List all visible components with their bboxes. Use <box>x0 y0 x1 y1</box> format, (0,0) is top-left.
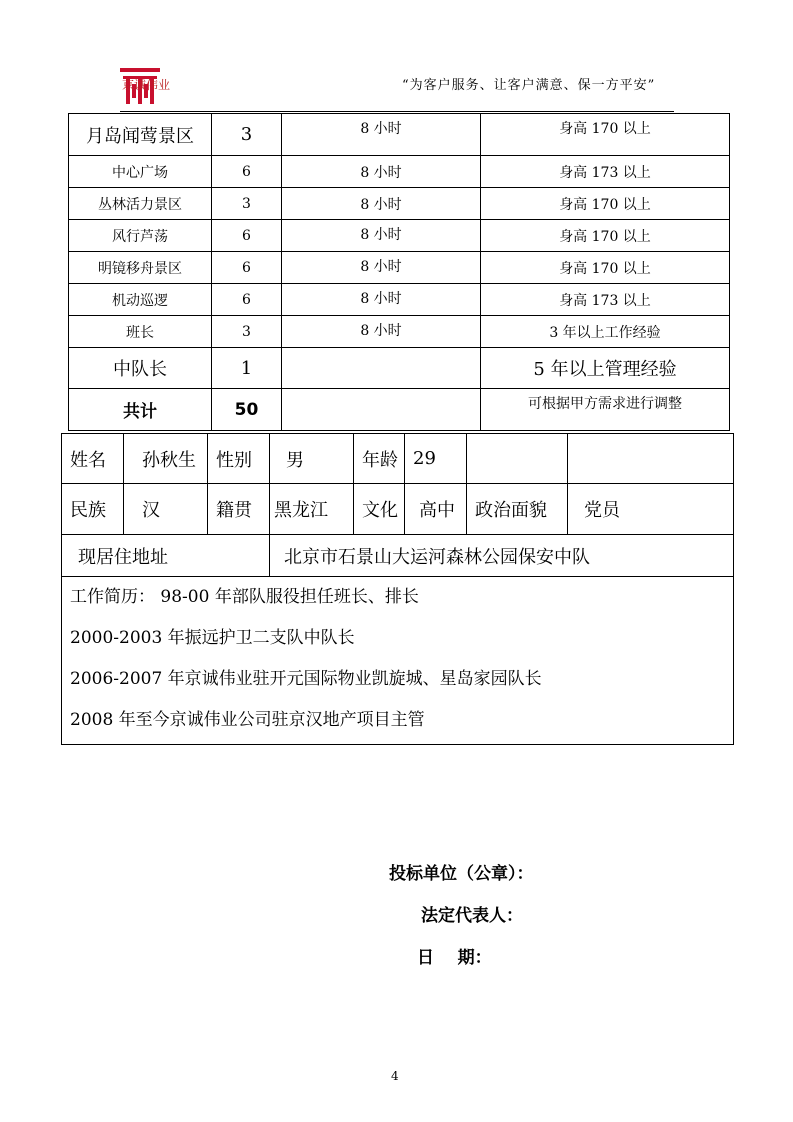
table-row <box>69 188 730 220</box>
name-value: 孙秋生 <box>124 434 208 484</box>
table-row <box>69 220 730 252</box>
post-hours: 8 小时 <box>282 188 481 220</box>
post-requirement: 5 年以上管理经验 <box>481 348 730 389</box>
post-location: 机动巡逻 <box>69 284 212 316</box>
company-slogan: “为客户服务、让客户满意、保一方平安” <box>402 78 656 93</box>
info-row <box>62 577 734 745</box>
post-hours: 8 小时 <box>282 284 481 316</box>
resume-line: 2006-2007 年京诚伟业驻开元国际物业凯旋城、星岛家园队长 <box>70 669 542 689</box>
gender-value: 男 <box>270 434 354 484</box>
header-divider <box>120 111 674 112</box>
resume-line: 2008 年至今京诚伟业公司驻京汉地产项目主管 <box>70 710 425 730</box>
info-row <box>62 434 734 484</box>
post-location: 月岛闻莺景区 <box>69 114 212 156</box>
address-label: 现居住地址 <box>62 535 270 577</box>
total-label: 共计 <box>69 389 212 431</box>
post-count: 3 <box>212 316 282 348</box>
education-label: 文化 <box>354 484 405 535</box>
post-hours: 8 小时 <box>282 220 481 252</box>
post-hours: 8 小时 <box>282 114 481 156</box>
empty-cell <box>467 434 568 484</box>
resume-line: 工作简历： 98-00 年部队服役担任班长、排长 <box>70 587 419 607</box>
total-count: 50 <box>212 389 282 431</box>
date-label: 日 期： <box>417 948 492 968</box>
post-location: 班长 <box>69 316 212 348</box>
post-location: 中心广场 <box>69 156 212 188</box>
post-hours <box>282 348 481 389</box>
address-value: 北京市石景山大运河森林公园保安中队 <box>270 535 734 577</box>
total-row <box>69 389 730 431</box>
gender-label: 性别 <box>208 434 270 484</box>
table-row <box>69 348 730 389</box>
education-value: 高中 <box>405 484 467 535</box>
post-count: 6 <box>212 156 282 188</box>
post-count: 3 <box>212 188 282 220</box>
logo-text: 京诚伟业 <box>122 78 171 92</box>
post-location: 明镜移舟景区 <box>69 252 212 284</box>
post-location: 中队长 <box>69 348 212 389</box>
table-row <box>69 316 730 348</box>
post-count: 6 <box>212 252 282 284</box>
post-requirement: 身高 170 以上 <box>481 188 730 220</box>
table-row <box>69 252 730 284</box>
empty-cell <box>568 434 734 484</box>
post-requirement: 身高 173 以上 <box>481 284 730 316</box>
post-count: 6 <box>212 284 282 316</box>
origin-label: 籍贯 <box>208 484 270 535</box>
work-resume <box>62 577 734 745</box>
ethnicity-label: 民族 <box>62 484 124 535</box>
post-count: 1 <box>212 348 282 389</box>
post-hours: 8 小时 <box>282 252 481 284</box>
table-row <box>69 284 730 316</box>
origin-value: 黑龙江 <box>270 484 354 535</box>
total-hours <box>282 389 481 431</box>
age-label: 年龄 <box>354 434 405 484</box>
age-value: 29 <box>405 434 467 484</box>
post-location: 风行芦荡 <box>69 220 212 252</box>
info-row <box>62 484 734 535</box>
name-label: 姓名 <box>62 434 124 484</box>
post-requirement: 身高 170 以上 <box>481 252 730 284</box>
page-number: 4 <box>391 1069 399 1083</box>
resume-line: 2000-2003 年振远护卫二支队中队长 <box>70 628 355 648</box>
personnel-info-table <box>61 433 734 745</box>
staffing-table <box>68 113 730 431</box>
post-count: 3 <box>212 114 282 156</box>
post-requirement: 身高 173 以上 <box>481 156 730 188</box>
post-hours: 8 小时 <box>282 316 481 348</box>
post-requirement: 身高 170 以上 <box>481 114 730 156</box>
table-row <box>69 156 730 188</box>
info-row <box>62 535 734 577</box>
post-requirement: 3 年以上工作经验 <box>481 316 730 348</box>
table-row <box>69 114 730 156</box>
post-count: 6 <box>212 220 282 252</box>
post-location: 丛林活力景区 <box>69 188 212 220</box>
post-hours: 8 小时 <box>282 156 481 188</box>
legal-representative-label: 法定代表人： <box>421 906 523 926</box>
bidder-seal-label: 投标单位（公章）： <box>389 864 534 884</box>
post-requirement: 身高 170 以上 <box>481 220 730 252</box>
ethnicity-value: 汉 <box>124 484 208 535</box>
total-note: 可根据甲方需求进行调整 <box>481 389 730 431</box>
political-label: 政治面貌 <box>467 484 568 535</box>
political-value: 党员 <box>568 484 734 535</box>
